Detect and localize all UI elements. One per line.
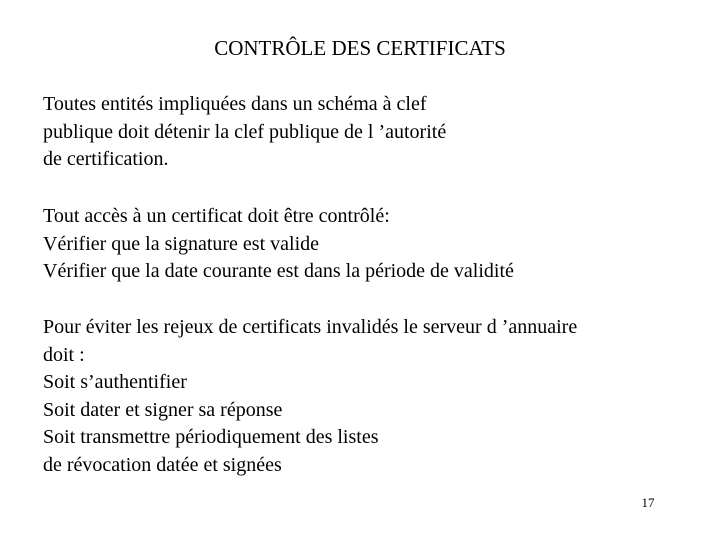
- text-line: de certification.: [43, 148, 169, 170]
- text-line: Soit s’authentifier: [43, 371, 187, 393]
- text-line: Vérifier que la date courante est dans la période de validité: [43, 260, 514, 282]
- text-line: Pour éviter les rejeux de certificats invalidés le serveur d ’annuaire: [43, 316, 578, 338]
- text-line: Soit transmettre périodiquement des listes: [43, 426, 379, 448]
- text-line: Tout accès à un certificat doit être contrôlé:: [43, 205, 390, 227]
- slide-title: CONTRÔLE DES CERTIFICATS: [214, 36, 506, 60]
- paragraph-access-control: [43, 203, 514, 286]
- text-line: doit :: [43, 343, 85, 366]
- text-line: de révocation datée et signées: [43, 453, 282, 476]
- text-line: Soit dater et signer sa réponse: [43, 398, 283, 421]
- text-line: Toutes entités impliquées dans un schéma à clef: [43, 93, 427, 115]
- page-number: 17: [641, 495, 655, 510]
- text-line: Vérifier que la signature est valide: [43, 232, 319, 255]
- paragraph-replay-prevention: [43, 314, 577, 479]
- paragraph-public-key: [43, 91, 446, 174]
- text-line: publique doit détenir la clef publique de l ’autorité: [43, 120, 447, 143]
